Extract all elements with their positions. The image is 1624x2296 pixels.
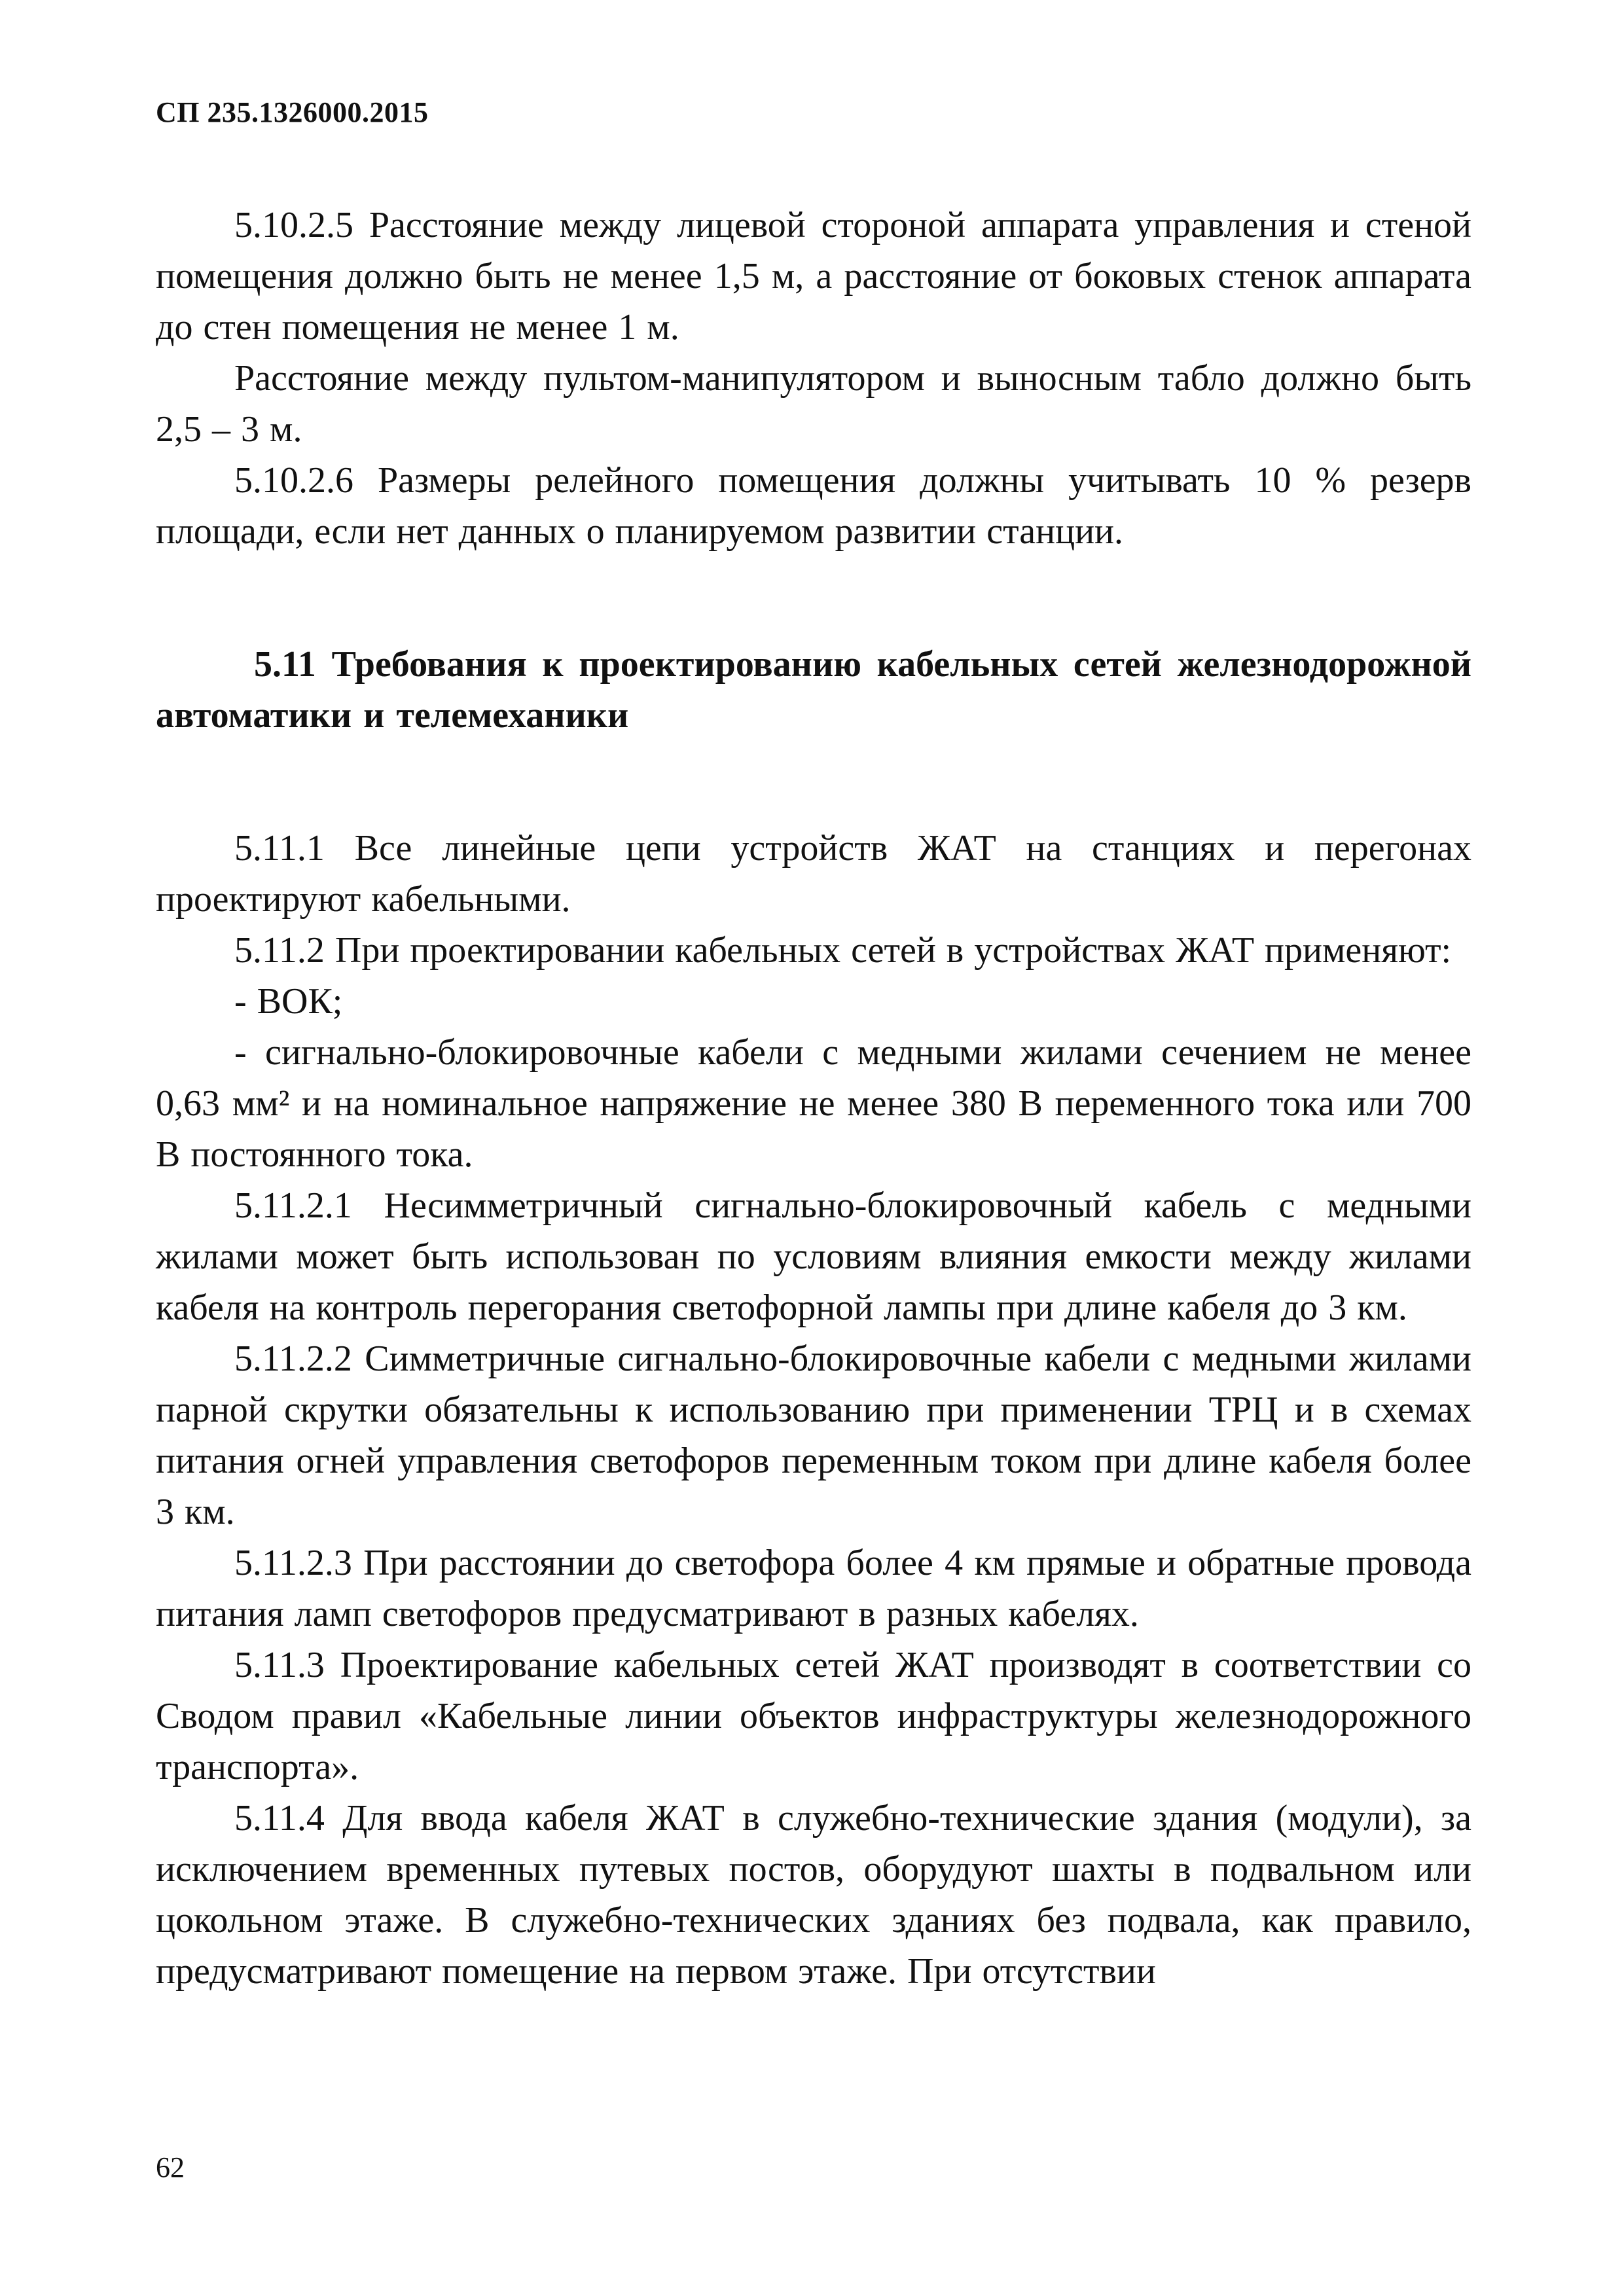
paragraph-5-10-2-5: 5.10.2.5 Расстояние между лицевой стороной аппарата управления и стеной помещения должно быть не менее 1,5 м, а расстояние от боковых стенок аппарата до стен помещения не менее 1 м. (156, 205, 1471, 348)
document-body (156, 200, 1471, 1997)
paragraph-5-11-1: 5.11.1 Все линейные цепи устройств ЖАТ на станциях и перегонах проектируют кабельными. (156, 828, 1471, 920)
paragraph-distance-console: Расстояние между пультом-манипулятором и выносным табло должно быть 2,5 – 3 м. (156, 358, 1471, 450)
paragraph-5-11-4: 5.11.4 Для ввода кабеля ЖАТ в служебно-технические здания (модули), за исключением временных путевых постов, оборудуют шахты в подвальном или цокольном этаже. В служебно-технических зданиях без подвала, как правило, предусматривают помещение на первом этаже. При отсутствии (156, 1798, 1471, 1992)
section-heading-5-11: 5.11 Требования к проектированию кабельных сетей железнодорожной автоматики и телемеханики (156, 644, 1471, 736)
list-item-signal-cables: - сигнально-блокировочные кабели с медными жилами сечением не менее 0,63 мм² и на номинальное напряжение не менее 380 В переменного тока или 700 В постоянного тока. (156, 1032, 1471, 1175)
paragraph-5-11-3: 5.11.3 Проектирование кабельных сетей ЖАТ производят в соответствии со Сводом правил «Кабельные линии объектов инфраструктуры железнодорожного транспорта». (156, 1645, 1471, 1787)
document-code-header: СП 235.1326000.2015 (156, 96, 429, 128)
paragraph-5-10-2-6: 5.10.2.6 Размеры релейного помещения должны учитывать 10 % резерв площади, если нет данных о планируемом развитии станции. (156, 460, 1471, 552)
paragraph-5-11-2-1: 5.11.2.1 Несимметричный сигнально-блокировочный кабель с медными жилами может быть использован по условиям влияния емкости между жилами кабеля на контроль перегорания светофорной лампы при длине кабеля до 3 км. (156, 1185, 1471, 1328)
page-number: 62 (156, 2151, 185, 2183)
list-item-vok: - ВОК; (234, 981, 343, 1022)
paragraph-5-11-2-3: 5.11.2.3 При расстоянии до светофора более 4 км прямые и обратные провода питания ламп светофоров предусматривают в разных кабелях. (156, 1543, 1471, 1634)
paragraph-5-11-2-2: 5.11.2.2 Симметричные сигнально-блокировочные кабели с медными жилами парной скрутки обязательны к использованию при применении ТРЦ и в схемах питания огней управления светофоров переменным током при длине кабеля более 3 км. (156, 1338, 1471, 1532)
paragraph-5-11-2: 5.11.2 При проектировании кабельных сетей в устройствах ЖАТ применяют: (234, 930, 1452, 971)
